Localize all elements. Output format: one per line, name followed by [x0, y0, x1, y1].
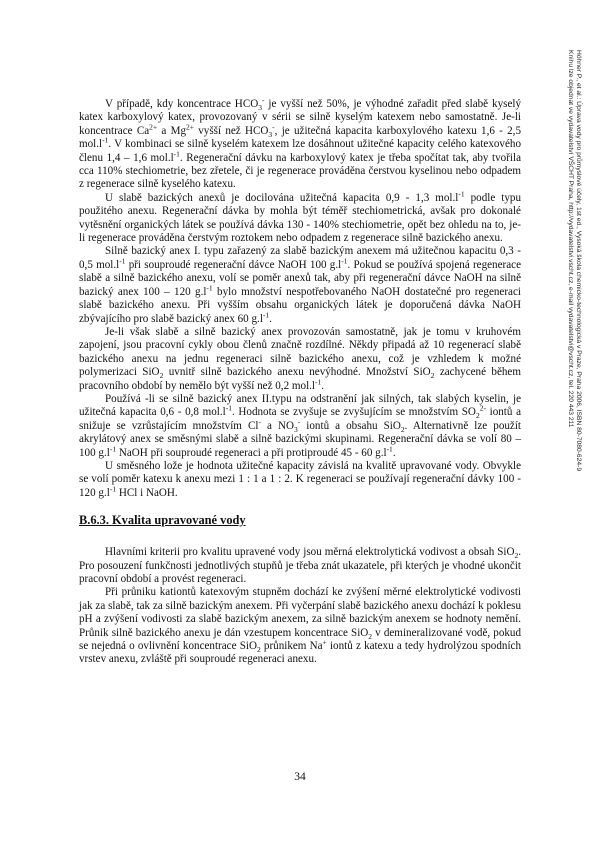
paragraph-prunik-kationtu: Při průniku kationtů katexovým stupněm dochází ke zvýšení měrné elektrolytické vodivosti jak za slabě, tak za silně bazickým anexem. Při vyčerpání slabě bazického anexu dochází k poklesu pH a zvýšení vodivosti za slabě bazickým anexem, za silně bazickým anexem se hodnoty nemění. Průnik silně bazického anexu je dán vzestupem koncentrace SiO$_2$ v demineralizované vodě, pokud se nejedná o ovlivnění koncentrace SiO$_2$ průnikem Na+ iontů z katexu a tedy hydrolýzou spodních vrstev anexu, zvláště při souproudé regeneraci anexu. — [79, 586, 522, 666]
side-note-text — [565, 50, 582, 710]
section-heading: B.6.3. Kvalita upravované vody — [79, 513, 246, 528]
paragraph-kruhove-zapojeni: Je-li však slabě a silně bazický anex provozován samostatně, jak je tomu v kruhovém zapojení, jsou pracovní cykly obou členů značně rozdílné. Někdy připadá až 10 regenerací slabě bazického anexu na jednu regeneraci silně bazického anexu, což je vzhledem k možné polymerizaci SiO$_2$ uvnitř silně bazického anexu nevýhodné. Množství SiO$_2$ zachycené během pracovního období by nemělo být vyšší než 0,2 $mol.l^{-1}$. — [79, 325, 521, 392]
paragraph-smesne-loze: U směsného lože je hodnota užitečné kapacity závislá na kvalitě upravované vody. Obvykle se volí poměr katexu k anexu mezi 1 : 1 a 1 : 2. K regeneraci se používají regenerační dávky 100 - 120 $g.l^{-1}$ HCl i NaOH. — [79, 459, 521, 499]
paragraph-silne-bazicky-anex-ii: Používá -li se silně bazický anex II.typu na odstranění jak silných, tak slabých kyselin, je užitečná kapacita 0,6 - 0,8 $mol.l^{-1}$. Hodnota se zvyšuje se zvyšujícím se množstvím $SO_2^{2-}$ iontů a snižuje se vzrůstajícím množstvím Cl- a $NO_3^-$ iontů a obsahu SiO$_2$. Alternativně lze použít akrylátový anex se směsnými slabě a silně bazickými skupinami. Regenerační dávka se volí 80 – 100 $g.l^{-1}$ NaOH při souproudé regeneraci a při protiproudé 45 - 60 $g.l^{-1}$. — [79, 392, 522, 459]
side-note-order-info: Knihu lze objednat ve vydavatelství VŠCHT Praha, http://vydavatelstvi.vscht.cz, e-mail vydavatelstvi@vscht.cz, tel. 220 443 211 — [566, 50, 574, 428]
side-note — [566, 10, 582, 472]
page-number: 34 — [294, 771, 306, 783]
page-body — [79, 95, 522, 667]
paragraph-slabe-bazicke-anexy: U slabě bazických anexů je docilována užitečná kapacita 0,9 - 1,3 $mol.l^{-1}$ podle typu použitého anexu. Regenerační dávka by mohla být téměř stechiometrická, avšak pro dokonalé vytěsnění organických látek se používá dávka 130 - 140% stechiometrie, opět bez ohledu na to, je-li regenerace prováděna čerstvým roztokem nebo odpadem z regenerace silně bazického anexu. — [79, 189, 521, 245]
side-note-citation: Höhner P., et al.: Úprava vody pro průmyslové účely, 1st ed., Vysoká škola chemicko-technologická v Praze, Praha 2006, ISBN 80-7080-624-9 — [575, 50, 582, 472]
paragraph-hco3-karboxylovy-katex: V případě, kdy koncentrace $HCO_3^-$ je vyšší než 50%, je výhodné zařadit před slabě kyselý katex karboxylový katex, provozovaný v sérii se silně kyselým katexem nebo samostatně. Je-li koncentrace $Ca^{2+}$ a $Mg^{2+}$ vyšší než $HCO_3^-$, je užitečná kapacita karboxylového katexu 1,6 - 2,5 $mol.l^{-1}$. V kombinaci se silně kyselém katexem lze dosáhnout užitečné kapacity celého katexového členu 1,4 – 1,6 $mol.l^{-1}$. Regenerační dávku na karboxylový katex je třeba spočítat tak, aby tvořila cca 110% stechiometrie, bez zřetele, či je regenerace prováděna čerstvou kyselinou nebo odpadem z regenerace silně kyselého katexu. — [79, 95, 521, 191]
paragraph-silne-bazicky-anex-i: Silně bazický anex I. typu zařazený za slabě bazickým anexem má užitečnou kapacitu 0,3 - 0,5 $mol.l^{-1}$ při souproudé regenerační dávce NaOH 100 $g.l^{-1}$. Pokud se používá spojená regenerace slabě a silně bazického anexu, volí se poměr anexů tak, aby při regenerační dávce NaOH na silně bazický anex 100 – 120 $g.l^{-1}$ bylo množství nespotřebovaného NaOH dostatečné pro regeneraci slabě bazického anexu. Při vyšším obsahu organických látek je doporučená dávka NaOH zbývajícího pro slabě bazický anex 60 $g.l^{-1}$. — [79, 245, 521, 325]
paragraph-kriteria-kvality: Hlavními kriterii pro kvalitu upravené vody jsou měrná elektrolytická vodivost a obsah SiO$_2$. Pro posouzení funkčnosti jednotlivých stupňů je třeba znát ukazatele, při kterých je vhodné ukončit pracovní období a provést regeneraci. — [79, 546, 521, 585]
